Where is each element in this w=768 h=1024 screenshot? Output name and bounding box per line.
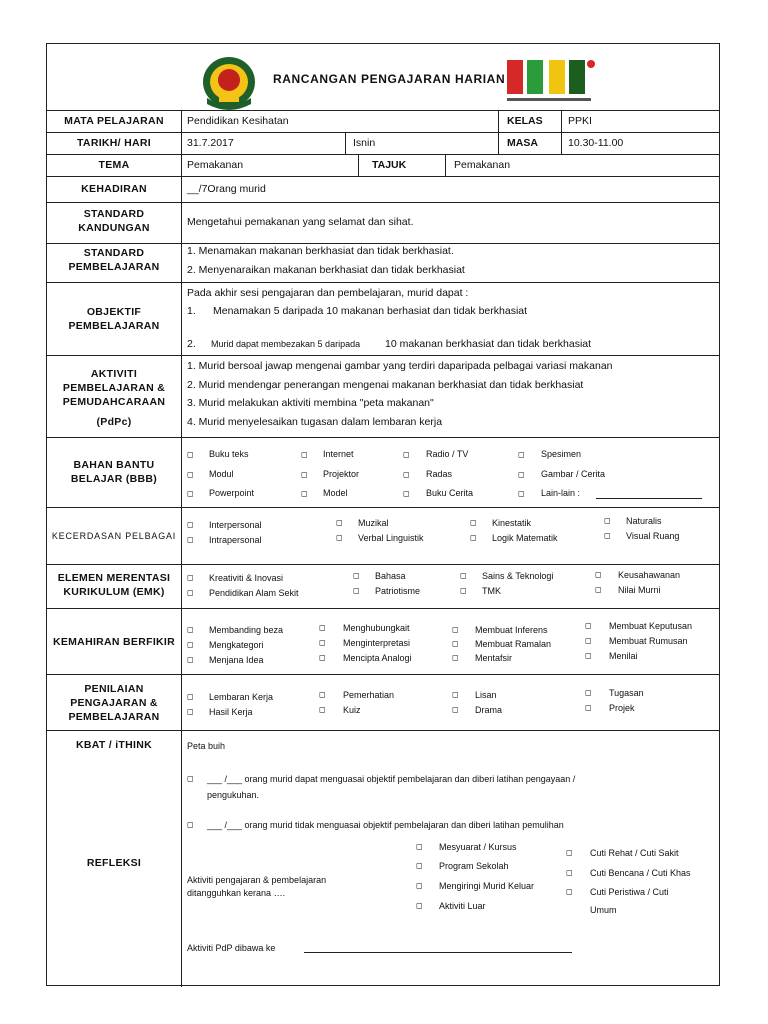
tangguh-reason: Cuti Peristiwa / Cuti	[590, 887, 669, 897]
penilaian-option: Pemerhatian	[343, 690, 395, 700]
kelas-label: KELAS	[507, 115, 543, 127]
checkbox[interactable]: ◻	[470, 533, 477, 542]
objektif-intro: Pada akhir sesi pengajaran dan pembelajaran, murid dapat :	[187, 287, 469, 299]
penilaian-option: Lembaran Kerja	[209, 692, 274, 702]
tarikh-label: TARIKH/ HARI	[77, 137, 151, 149]
objektif-label-1: OBJEKTIF	[86, 306, 142, 318]
kecerdasan-option: Interpersonal	[209, 520, 262, 530]
refleksi-line-2: ___ /___ orang murid tidak menguasai objektif pembelajaran dan diberi latihan pemulihan	[207, 820, 564, 830]
penilaian-option: Tugasan	[609, 688, 644, 698]
penilaian-option: Lisan	[475, 690, 497, 700]
lain-lain-input-line[interactable]	[596, 498, 702, 499]
refleksi-line-1: ___ /___ orang murid dapat menguasai objektif pembelajaran dan diberi latihan pengayaan /	[207, 774, 576, 784]
emk-option: Nilai Murni	[618, 585, 661, 595]
checkbox[interactable]: ◻	[403, 470, 410, 479]
checkbox[interactable]: ◻	[301, 470, 308, 479]
checkbox[interactable]: ◻	[604, 516, 611, 525]
bbb-label-1: BAHAN BANTU	[73, 459, 155, 471]
mata-pelajaran-value: Pendidikan Kesihatan	[187, 115, 289, 127]
standard-kandungan-text: Mengetahui pemakanan yang selamat dan sihat.	[187, 216, 414, 228]
checkbox[interactable]: ◻	[452, 653, 459, 662]
standard-kandungan-label-1: STANDARD	[83, 208, 145, 220]
hari-value: Isnin	[353, 137, 376, 149]
emk-option: Kreativiti & Inovasi	[209, 573, 284, 583]
checkbox[interactable]: ◻	[187, 640, 194, 649]
checkbox[interactable]: ◻	[319, 653, 326, 662]
checkbox[interactable]: ◻	[187, 820, 194, 829]
penilaian-label-3: PEMBELAJARAN	[68, 711, 160, 723]
penilaian-label-1: PENILAIAN	[84, 683, 144, 695]
penilaian-option: Drama	[475, 705, 503, 715]
checkbox[interactable]: ◻	[566, 868, 573, 877]
kecerdasan-option: Muzikal	[358, 518, 389, 528]
checkbox[interactable]: ◻	[187, 450, 194, 459]
emk-label-2: KURIKULUM (EMK)	[63, 586, 165, 598]
checkbox[interactable]: ◻	[187, 692, 194, 701]
checkbox[interactable]: ◻	[470, 518, 477, 527]
emk-option: Patriotisme	[375, 586, 421, 596]
masa-label: MASA	[507, 137, 538, 149]
form-title: RANCANGAN PENGAJARAN HARIAN	[273, 72, 506, 86]
kecerdasan-option: Kinestatik	[492, 518, 532, 528]
tajuk-value: Pemakanan	[454, 159, 511, 171]
checkbox[interactable]: ◻	[452, 690, 459, 699]
checkbox[interactable]: ◻	[566, 848, 573, 857]
checkbox[interactable]: ◻	[604, 531, 611, 540]
mata-pelajaran-label: MATA PELAJARAN	[64, 115, 164, 127]
aktiviti-item: 4. Murid menyelesaikan tugasan dalam lembaran kerja	[187, 416, 443, 428]
masa-value: 10.30-11.00	[568, 137, 624, 149]
checkbox[interactable]: ◻	[319, 623, 326, 632]
kemahiran-option: Membanding beza	[209, 625, 284, 635]
tangguh-reason: Mesyuarat / Kursus	[439, 842, 517, 852]
bbb-option: Buku teks	[209, 449, 249, 459]
checkbox[interactable]: ◻	[518, 450, 525, 459]
kehadiran-label: KEHADIRAN	[81, 183, 147, 195]
checkbox[interactable]: ◻	[585, 651, 592, 660]
checkbox[interactable]: ◻	[566, 887, 573, 896]
checkbox[interactable]: ◻	[187, 520, 194, 529]
kemahiran-option: Membuat Rumusan	[609, 636, 688, 646]
tarikh-value: 31.7.2017	[187, 137, 234, 149]
checkbox[interactable]: ◻	[336, 518, 343, 527]
aktiviti-item: 1. Murid bersoal jawap mengenai gambar yang terdiri daparipada pelbagai variasi makanan	[187, 360, 613, 372]
bbb-option: Modul	[209, 469, 234, 479]
bbb-option: Powerpoint	[209, 488, 255, 498]
checkbox[interactable]: ◻	[585, 636, 592, 645]
checkbox[interactable]: ◻	[460, 586, 467, 595]
checkbox[interactable]: ◻	[319, 705, 326, 714]
checkbox[interactable]: ◻	[187, 774, 194, 783]
objektif-item-1-num: 1.	[187, 305, 196, 317]
bbb-option: Spesimen	[541, 449, 582, 459]
tangguh-text-1: Aktiviti pengajaran & pembelajaran	[187, 875, 327, 885]
checkbox[interactable]: ◻	[518, 489, 525, 498]
bbb-label-2: BELAJAR (BBB)	[70, 473, 158, 485]
checkbox[interactable]: ◻	[403, 450, 410, 459]
checkbox[interactable]: ◻	[518, 470, 525, 479]
kecerdasan-option: Intrapersonal	[209, 535, 262, 545]
emk-option: Bahasa	[375, 571, 406, 581]
kelas-value: PPKI	[568, 115, 592, 127]
tangguh-reason: Cuti Rehat / Cuti Sakit	[590, 848, 679, 858]
objektif-item-1: Menamakan 5 daripada 10 makanan berhasiat dan tidak berkhasiat	[213, 305, 528, 317]
standard-pembelajaran-item: 1. Menamakan makanan berkhasiat dan tidak berkhasiat.	[187, 245, 454, 257]
kemahiran-option: Mengkategori	[209, 640, 264, 650]
emk-option: Pendidikan Alam Sekit	[209, 588, 299, 598]
penilaian-label-2: PENGAJARAN &	[70, 697, 158, 709]
kemahiran-option: Menghubungkait	[343, 623, 410, 633]
kemahiran-label: KEMAHIRAN BERFIKIR	[52, 636, 176, 648]
kehadiran-value: __/7Orang murid	[187, 183, 266, 195]
objektif-item-2-end: 10 makanan berkhasiat dan tidak berkhasiat	[385, 338, 592, 350]
checkbox[interactable]: ◻	[353, 571, 360, 580]
bbb-option: Gambar / Cerita	[541, 469, 606, 479]
kecerdasan-option: Naturalis	[626, 516, 662, 526]
school-emblem-icon	[197, 54, 261, 110]
bbb-option: Lain-lain :	[541, 488, 581, 498]
dibawa-ke-label: Aktiviti PdP dibawa ke	[187, 943, 276, 953]
tangguh-reason: Cuti Bencana / Cuti Khas	[590, 868, 691, 878]
checkbox[interactable]: ◻	[353, 586, 360, 595]
tajuk-label: TAJUK	[372, 159, 407, 171]
standard-pembelajaran-label-2: PEMBELAJARAN	[68, 261, 160, 273]
kecerdasan-option: Logik Matematik	[492, 533, 558, 543]
tangguh-reason: Mengiringi Murid Keluar	[439, 881, 535, 891]
checkbox[interactable]: ◻	[585, 621, 592, 630]
kbat-label: KBAT / iTHINK	[75, 739, 153, 751]
aktiviti-item: 2. Murid mendengar penerangan mengenai makanan berkhasiat dan tidak berkhasiat	[187, 379, 584, 391]
bbb-option: Internet	[323, 449, 354, 459]
standard-kandungan-label-2: KANDUNGAN	[78, 222, 150, 234]
bbb-option: Buku Cerita	[426, 488, 474, 498]
aktiviti-label-2: PEMBELAJARAN &	[62, 382, 166, 394]
objektif-label-2: PEMBELAJARAN	[68, 320, 160, 332]
ppki-logo-icon	[503, 52, 599, 110]
checkbox[interactable]: ◻	[460, 571, 467, 580]
checkbox[interactable]: ◻	[452, 705, 459, 714]
kemahiran-option: Mencipta Analogi	[343, 653, 412, 663]
checkbox[interactable]: ◻	[403, 489, 410, 498]
penilaian-option: Projek	[609, 703, 635, 713]
kemahiran-option: Membuat Ramalan	[475, 639, 552, 649]
checkbox[interactable]: ◻	[187, 625, 194, 634]
tangguh-reason-cont: Umum	[590, 905, 617, 915]
checkbox[interactable]: ◻	[319, 638, 326, 647]
kemahiran-option: Menjana Idea	[209, 655, 264, 665]
checkbox[interactable]: ◻	[452, 625, 459, 634]
emk-option: Sains & Teknologi	[482, 571, 554, 581]
penilaian-option: Hasil Kerja	[209, 707, 253, 717]
refleksi-label: REFLEKSI	[86, 857, 142, 869]
checkbox[interactable]: ◻	[187, 573, 194, 582]
lesson-plan-form	[46, 43, 720, 986]
dibawa-ke-input-line[interactable]	[304, 952, 572, 953]
checkbox[interactable]: ◻	[416, 901, 423, 910]
checkbox[interactable]: ◻	[301, 489, 308, 498]
tangguh-reason: Aktiviti Luar	[439, 901, 486, 911]
tema-value: Pemakanan	[187, 159, 244, 171]
standard-pembelajaran-item: 2. Menyenaraikan makanan berkhasiat dan tidak berkhasiat	[187, 264, 465, 276]
objektif-item-2-num: 2.	[187, 338, 196, 350]
checkbox[interactable]: ◻	[595, 570, 602, 579]
standard-pembelajaran-label-1: STANDARD	[83, 247, 145, 259]
checkbox[interactable]: ◻	[336, 533, 343, 542]
kbat-value: Peta buih	[187, 741, 226, 751]
penilaian-option: Kuiz	[343, 705, 361, 715]
checkbox[interactable]: ◻	[187, 655, 194, 664]
kemahiran-option: Menginterpretasi	[343, 638, 411, 648]
aktiviti-label-4: (PdPc)	[96, 416, 132, 428]
checkbox[interactable]: ◻	[187, 489, 194, 498]
tangguh-reason: Program Sekolah	[439, 861, 509, 871]
emk-label-1: ELEMEN MERENTASI	[57, 572, 171, 584]
checkbox[interactable]: ◻	[585, 688, 592, 697]
emk-option: Keusahawanan	[618, 570, 681, 580]
checkbox[interactable]: ◻	[585, 703, 592, 712]
tangguh-text-2: ditangguhkan kerana ….	[187, 888, 286, 898]
kemahiran-option: Membuat Keputusan	[609, 621, 693, 631]
refleksi-line-1-cont: pengukuhan.	[207, 790, 260, 800]
checkbox[interactable]: ◻	[319, 690, 326, 699]
checkbox[interactable]: ◻	[595, 585, 602, 594]
checkbox[interactable]: ◻	[301, 450, 308, 459]
objektif-item-2-start: Murid dapat membezakan 5 daripada	[211, 339, 361, 349]
bbb-option: Radas	[426, 469, 453, 479]
kecerdasan-option: Verbal Linguistik	[358, 533, 424, 543]
checkbox[interactable]: ◻	[416, 861, 423, 870]
tema-label: TEMA	[98, 159, 130, 171]
checkbox[interactable]: ◻	[187, 535, 194, 544]
bbb-option: Projektor	[323, 469, 360, 479]
emk-option: TMK	[482, 586, 501, 596]
kemahiran-option: Mentafsir	[475, 653, 513, 663]
checkbox[interactable]: ◻	[187, 470, 194, 479]
aktiviti-item: 3. Murid melakukan aktiviti membina "peta makanan"	[187, 397, 434, 409]
aktiviti-label-3: PEMUDAHCARAAN	[62, 396, 166, 408]
kecerdasan-option: Visual Ruang	[626, 531, 680, 541]
checkbox[interactable]: ◻	[416, 881, 423, 890]
checkbox[interactable]: ◻	[187, 588, 194, 597]
checkbox[interactable]: ◻	[452, 639, 459, 648]
kemahiran-option: Menilai	[609, 651, 638, 661]
kemahiran-option: Membuat Inferens	[475, 625, 548, 635]
bbb-option: Radio / TV	[426, 449, 469, 459]
checkbox[interactable]: ◻	[416, 842, 423, 851]
kecerdasan-label: KECERDASAN PELBAGAI	[51, 531, 177, 541]
checkbox[interactable]: ◻	[187, 707, 194, 716]
bbb-option: Model	[323, 488, 348, 498]
aktiviti-label-1: AKTIVITI	[90, 368, 138, 380]
